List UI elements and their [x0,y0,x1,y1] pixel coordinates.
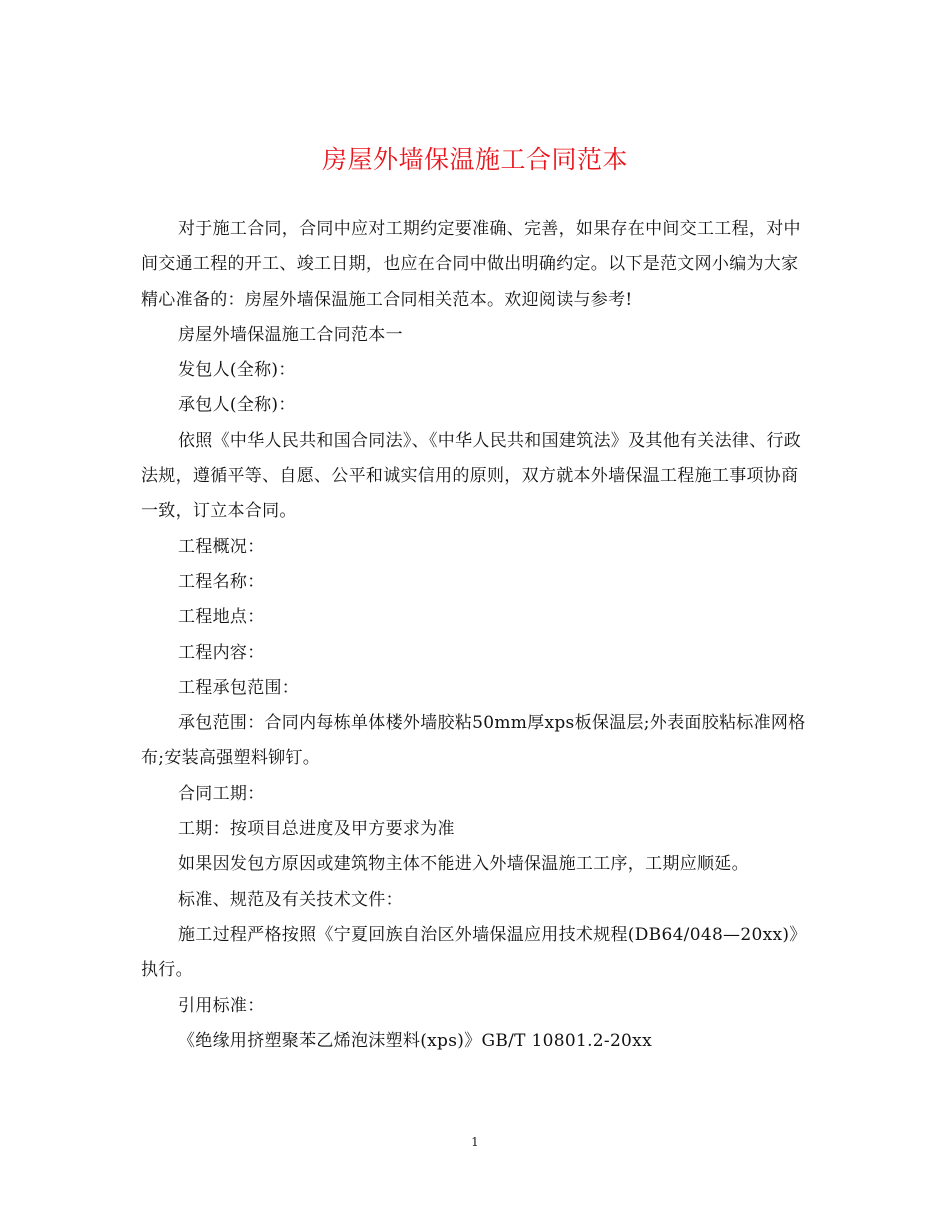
paragraph-contractor: 承包人(全称)： [178,395,296,416]
paragraph-contract-scope-heading: 工程承包范围： [178,677,300,698]
paragraph-section-heading: 房屋外墙保温施工合同范本一 [178,324,403,345]
paragraph-basis: 依照《中华人民共和国合同法》、《中华人民共和国建筑法》及其他有关法律、行政法规，遵循平等、自愿、公平和诚实信用的原则，双方就本外墙保温工程施工事项协商一致，订立本合同。 [141,430,802,522]
paragraph-project-location: 工程地点： [178,607,265,628]
paragraph-project-name: 工程名称： [178,571,265,592]
document-body [141,212,811,1059]
paragraph-contract-scope: 承包范围：合同内每栋单体楼外墙胶粘50mm厚xps板保温层;外表面胶粘标准网格布;安装高强塑料铆钉。 [141,713,806,769]
paragraph-standards-clause: 施工过程严格按照《宁夏回族自治区外墙保温应用技术规程(DB64/048—20xx)》执行。 [141,924,807,981]
paragraph-intro: 对于施工合同，合同中应对工期约定要准确、完善，如果存在中间交工工程，对中间交通工程的开工、竣工日期，也应在合同中做出明确约定。以下是范文网小编为大家精心准备的：房屋外墙保温施工合同相关范本。欢迎阅读与参考! [141,219,801,310]
paragraph-employer: 发包人(全称)： [178,360,296,381]
paragraph-project-content: 工程内容： [178,642,265,663]
paragraph-delay-clause: 如果因发包方原因或建筑物主体不能进入外墙保温施工工序，工期应顺延。 [178,854,749,875]
paragraph-contract-period: 工期：按项目总进度及甲方要求为准 [178,819,455,840]
paragraph-reference-heading: 引用标准： [178,995,265,1016]
paragraph-reference-standard: 《绝缘用挤塑聚苯乙烯泡沫塑料(xps)》GB/T 10801.2-20xx [178,1030,652,1051]
document-title: 房屋外墙保温施工合同范本 [321,145,628,174]
paragraph-project-overview: 工程概况： [178,536,265,557]
paragraph-standards-heading: 标准、规范及有关技术文件： [178,889,403,910]
paragraph-contract-period-heading: 合同工期： [178,783,265,804]
page-number: 1 [471,1135,479,1149]
